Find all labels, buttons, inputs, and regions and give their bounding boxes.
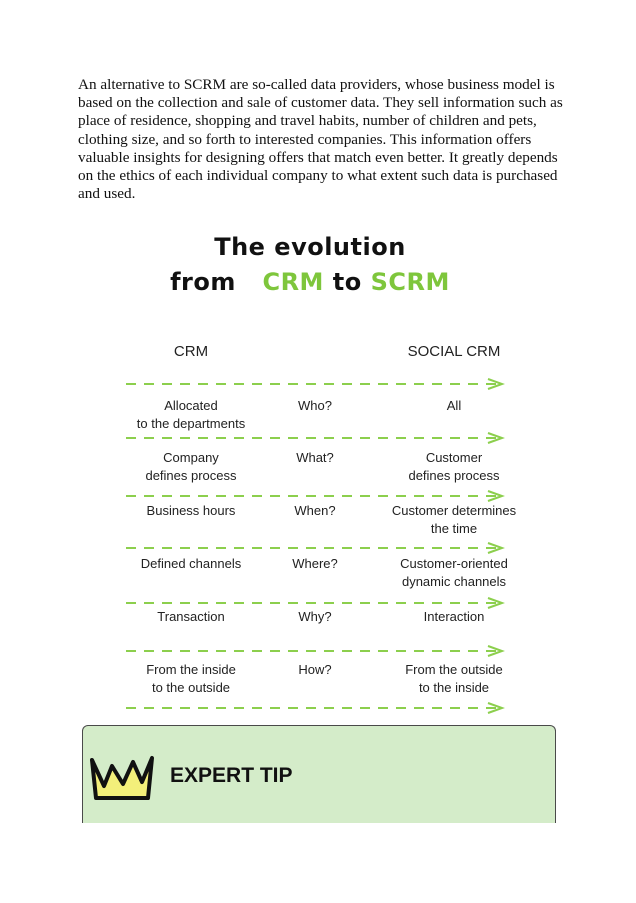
title-from: from	[170, 268, 236, 296]
title-crm: CRM	[262, 268, 324, 296]
row-2-social-crm: Customer defines process	[408, 450, 500, 483]
row-4-crm: Defined channels	[140, 556, 242, 571]
row-6-social-crm: From the outside to the inside	[405, 662, 503, 695]
row-1-crm: Allocated to the departments	[136, 398, 246, 431]
dashed-arrow-7	[126, 702, 506, 714]
dashed-arrow-4	[126, 542, 506, 554]
row-3-crm: Business hours	[146, 503, 236, 518]
dashed-arrow-6	[126, 645, 506, 657]
row-1-question: Who?	[298, 398, 332, 413]
row-6-question: How?	[298, 662, 332, 677]
row-1-social-crm: All	[446, 398, 462, 413]
column-header-crm: CRM	[173, 343, 209, 360]
dashed-arrow-1	[126, 378, 506, 390]
row-3-social-crm: Customer determines the time	[391, 503, 517, 536]
row-4-social-crm: Customer-oriented dynamic channels	[400, 556, 508, 589]
row-5-crm: Transaction	[157, 609, 225, 624]
row-2-question: What?	[296, 450, 334, 465]
row-2-crm: Company defines process	[145, 450, 237, 483]
column-header-social-crm: SOCIAL CRM	[407, 343, 501, 360]
title-to: to	[332, 268, 362, 296]
expert-tip-label: EXPERT TIP	[170, 764, 293, 787]
dashed-arrow-3	[126, 490, 506, 502]
row-5-question: Why?	[298, 609, 332, 624]
dashed-arrow-2	[126, 432, 506, 444]
row-4-question: Where?	[292, 556, 338, 571]
title-scrm: SCRM	[370, 268, 450, 296]
page-bottom	[70, 823, 570, 903]
body-paragraph: An alternative to SCRM are so-called data providers, whose business model is based on the collection and sale of customer data. They sell information such as place of residence, shopping and travel habits, number of children and pets, clothing size, and so forth to interested companies. This information offers valuable insights for designing offers that match even better. It greatly depends on the ethics of each individual company to what extent such data is purchased and used.	[78, 76, 563, 203]
row-5-social-crm: Interaction	[423, 609, 485, 624]
row-3-question: When?	[294, 503, 336, 518]
crown-icon	[88, 752, 158, 802]
row-6-crm: From the inside to the outside	[146, 662, 236, 695]
figure-title-line1: The evolution	[214, 233, 406, 261]
figure-title-line2	[0, 268, 620, 296]
